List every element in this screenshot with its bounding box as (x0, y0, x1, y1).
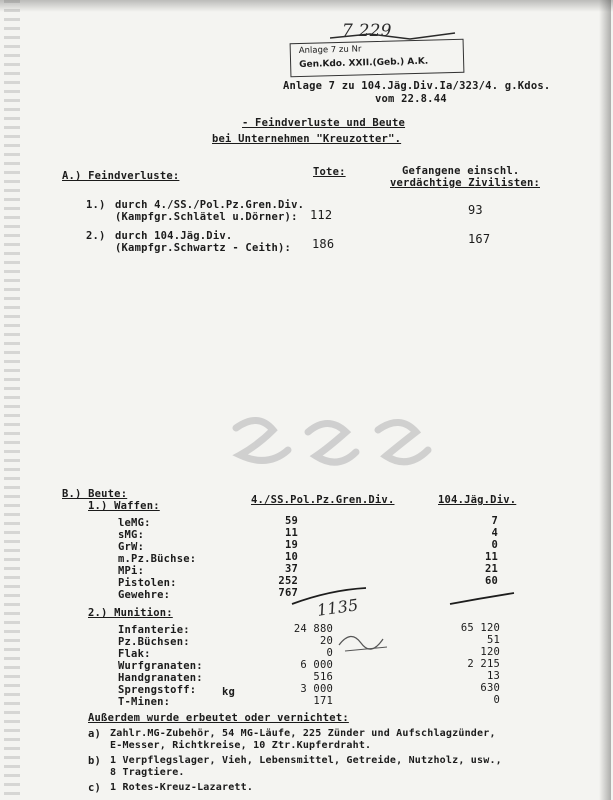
weapon-name: leMG: (118, 517, 151, 529)
ammo-name: T-Minen: (118, 696, 171, 708)
weapon-value-col2: 4 (491, 527, 498, 539)
receipt-stamp (290, 39, 465, 78)
weapon-name: Gewehre: (118, 589, 171, 601)
col-prisoners-header-2: verdächtige Zivilisten: (390, 177, 540, 189)
ammo-value-col1: 6 000 (300, 659, 333, 671)
ammo-value-col2: 2 215 (467, 658, 500, 670)
additional-line: E-Messer, Richtkreise, 10 Ztr.Kupferdraht. (110, 740, 372, 751)
ammo-heading: 2.) Munition: (88, 607, 173, 619)
weapon-name: MPi: (118, 565, 145, 577)
section-a-heading: A.) Feindverluste: (62, 170, 180, 182)
weapon-value-col2: 0 (491, 539, 498, 551)
ammo-value-col1: 0 (326, 647, 333, 659)
row-a1-dead: 112 (310, 208, 333, 222)
ammo-value-col1: 24 880 (293, 623, 333, 635)
scan-edge-left (4, 0, 20, 800)
row-a2-line2: (Kampfgr.Schwartz - Ceith): (115, 242, 292, 254)
row-a1-line1: durch 4./SS./Pol.Pz.Gren.Div. (115, 199, 305, 211)
weapon-value-col2: 60 (484, 575, 498, 587)
ammo-unit: kg (222, 686, 236, 698)
ammo-name: Handgranaten: (118, 672, 203, 684)
weapon-value-col1: 11 (284, 527, 298, 539)
col-dead-header: Tote: (313, 166, 346, 178)
ammo-name: Pz.Büchsen: (118, 636, 190, 648)
ammo-value-col2: 630 (480, 682, 500, 694)
additional-line: Zahlr.MG-Zubehör, 54 MG-Läufe, 225 Zünder und Aufschlagzünder, (110, 728, 496, 739)
ammo-value-col2: 65 120 (460, 622, 500, 634)
stamp-line-2: Gen.Kdo. XXII.(Geb.) A.K. (299, 56, 429, 71)
weapon-value-col1: 19 (284, 539, 298, 551)
additional-label: c) (88, 782, 102, 794)
row-a2-line1: durch 104.Jäg.Div. (115, 230, 233, 242)
ammo-name: Wurfgranaten: (118, 660, 203, 672)
stamp-line-1: Anlage 7 zu Nr (298, 44, 362, 57)
weapon-value-col1: 59 (284, 515, 298, 527)
ammo-value-col1: 20 (319, 635, 333, 647)
ammo-name: Flak: (118, 648, 151, 660)
scan-edge-right (599, 0, 611, 800)
row-a1-line2: (Kampfgr.Schlätel u.Dörner): (115, 211, 298, 223)
additional-label: b) (88, 755, 102, 767)
ammo-value-col1: 3 000 (300, 683, 333, 695)
weapon-name: Pistolen: (118, 577, 177, 589)
handwritten-archive-number: 7 229 (342, 21, 392, 41)
weapon-value-col1: 37 (284, 563, 298, 575)
pencil-scribble (335, 625, 395, 655)
additional-label: a) (88, 728, 102, 740)
faded-pencil-marks (228, 410, 448, 480)
additional-line: 8 Tragtiere. (110, 767, 185, 778)
row-a1-number: 1.) (86, 199, 106, 211)
col2-header: 104.Jäg.Div. (438, 494, 517, 506)
ammo-value-col2: 120 (480, 646, 500, 658)
ammo-value-col2: 51 (486, 634, 500, 646)
additional-heading: Außerdem wurde erbeutet oder vernichtet: (88, 712, 349, 724)
document-reference: Anlage 7 zu 104.Jäg.Div.Ia/323/4. g.Kdos. (283, 80, 551, 92)
ammo-value-col2: 0 (493, 694, 500, 706)
handwritten-total: 1135 (315, 595, 360, 620)
row-a1-prisoners: 93 (468, 203, 483, 217)
weapon-value-col2: 21 (484, 563, 498, 575)
weapon-name: m.Pz.Büchse: (118, 553, 197, 565)
weapon-value-col2: 7 (491, 515, 498, 527)
weapon-name: GrW: (118, 541, 145, 553)
weapon-name: sMG: (118, 529, 145, 541)
additional-line: 1 Verpflegslager, Vieh, Lebensmittel, Getreide, Nutzholz, usw., (110, 755, 502, 766)
row-a2-prisoners: 167 (468, 232, 491, 246)
ammo-value-col1: 171 (313, 695, 333, 707)
weapons-heading: 1.) Waffen: (88, 500, 160, 512)
title-line-2: bei Unternehmen "Kreuzotter". (212, 133, 402, 145)
row-a2-number: 2.) (86, 230, 106, 242)
weapon-value-col1: 10 (284, 551, 298, 563)
additional-line: 1 Rotes-Kreuz-Lazarett. (110, 782, 254, 793)
sum-stroke-col2 (448, 590, 518, 608)
col-prisoners-header-1: Gefangene einschl. (402, 165, 520, 177)
document-date: vom 22.8.44 (375, 93, 447, 105)
scan-edge-top (0, 0, 613, 12)
ammo-name: Sprengstoff: (118, 684, 197, 696)
section-b-heading: B.) Beute: (62, 488, 128, 500)
weapon-value-col1: 252 (278, 575, 298, 587)
row-a2-dead: 186 (312, 237, 335, 251)
ammo-value-col2: 13 (486, 670, 500, 682)
weapon-value-col1: 767 (278, 587, 298, 599)
title-line-1: - Feindverluste und Beute (242, 117, 406, 129)
ammo-name: Infanterie: (118, 624, 190, 636)
ammo-value-col1: 516 (313, 671, 333, 683)
weapon-value-col2: 11 (484, 551, 498, 563)
col1-header: 4./SS.Pol.Pz.Gren.Div. (251, 494, 395, 506)
